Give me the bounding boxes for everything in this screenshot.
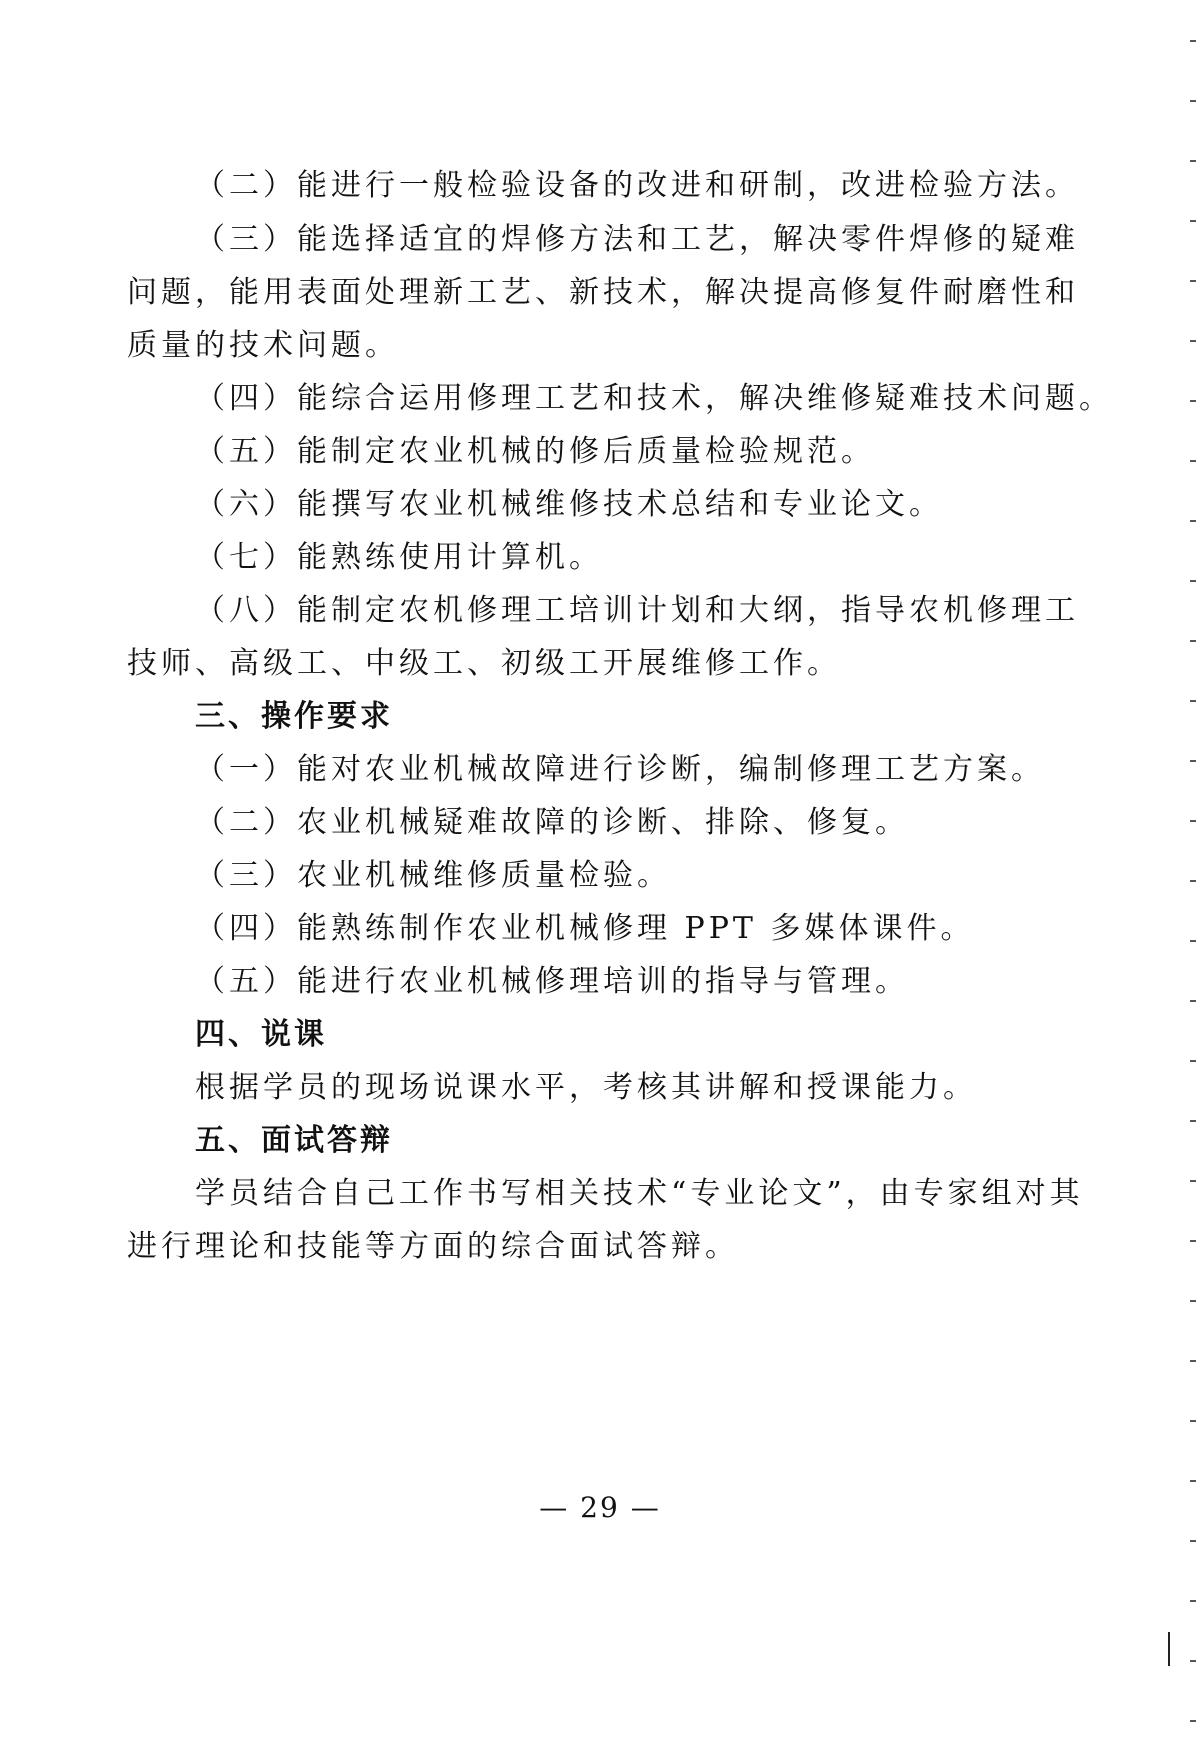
text-line: （六）能撰写农业机械维修技术总结和专业论文。 bbox=[195, 487, 943, 522]
text-line: （四）能熟练制作农业机械修理 PPT 多媒体课件。 bbox=[195, 911, 975, 946]
text-line: 问题，能用表面处理新工艺、新技术，解决提高修复件耐磨性和 bbox=[127, 275, 1079, 310]
section-heading: 三、操作要求 bbox=[195, 699, 393, 734]
text-line: （八）能制定农机修理工培训计划和大纲，指导农机修理工 bbox=[195, 593, 1079, 628]
scan-edge-bar bbox=[1168, 1632, 1170, 1666]
section-heading: 五、面试答辩 bbox=[195, 1123, 393, 1158]
text-line: （三）能选择适宜的焊修方法和工艺，解决零件焊修的疑难 bbox=[195, 222, 1079, 257]
text-line: 学员结合自己工作书写相关技术“专业论文”，由专家组对其 bbox=[195, 1176, 1084, 1211]
text-line: （七）能熟练使用计算机。 bbox=[195, 540, 603, 575]
text-line: （五）能进行农业机械修理培训的指导与管理。 bbox=[195, 964, 909, 999]
text-line: 技师、高级工、中级工、初级工开展维修工作。 bbox=[127, 646, 841, 681]
page-number: — 29 — bbox=[539, 1491, 661, 1524]
text-line: （二）能进行一般检验设备的改进和研制，改进检验方法。 bbox=[195, 168, 1079, 203]
text-line: （一）能对农业机械故障进行诊断，编制修理工艺方案。 bbox=[195, 752, 1045, 787]
scan-edge-marks bbox=[1180, 0, 1200, 1754]
text-line: （三）农业机械维修质量检验。 bbox=[195, 858, 671, 893]
text-line: 质量的技术问题。 bbox=[127, 328, 399, 363]
text-line: （二）农业机械疑难故障的诊断、排除、修复。 bbox=[195, 805, 909, 840]
text-line: 根据学员的现场说课水平，考核其讲解和授课能力。 bbox=[195, 1070, 977, 1105]
text-line: 进行理论和技能等方面的综合面试答辩。 bbox=[127, 1229, 739, 1264]
section-heading: 四、说课 bbox=[195, 1017, 327, 1052]
text-line: （五）能制定农业机械的修后质量检验规范。 bbox=[195, 434, 875, 469]
text-line: （四）能综合运用修理工艺和技术，解决维修疑难技术问题。 bbox=[195, 381, 1113, 416]
